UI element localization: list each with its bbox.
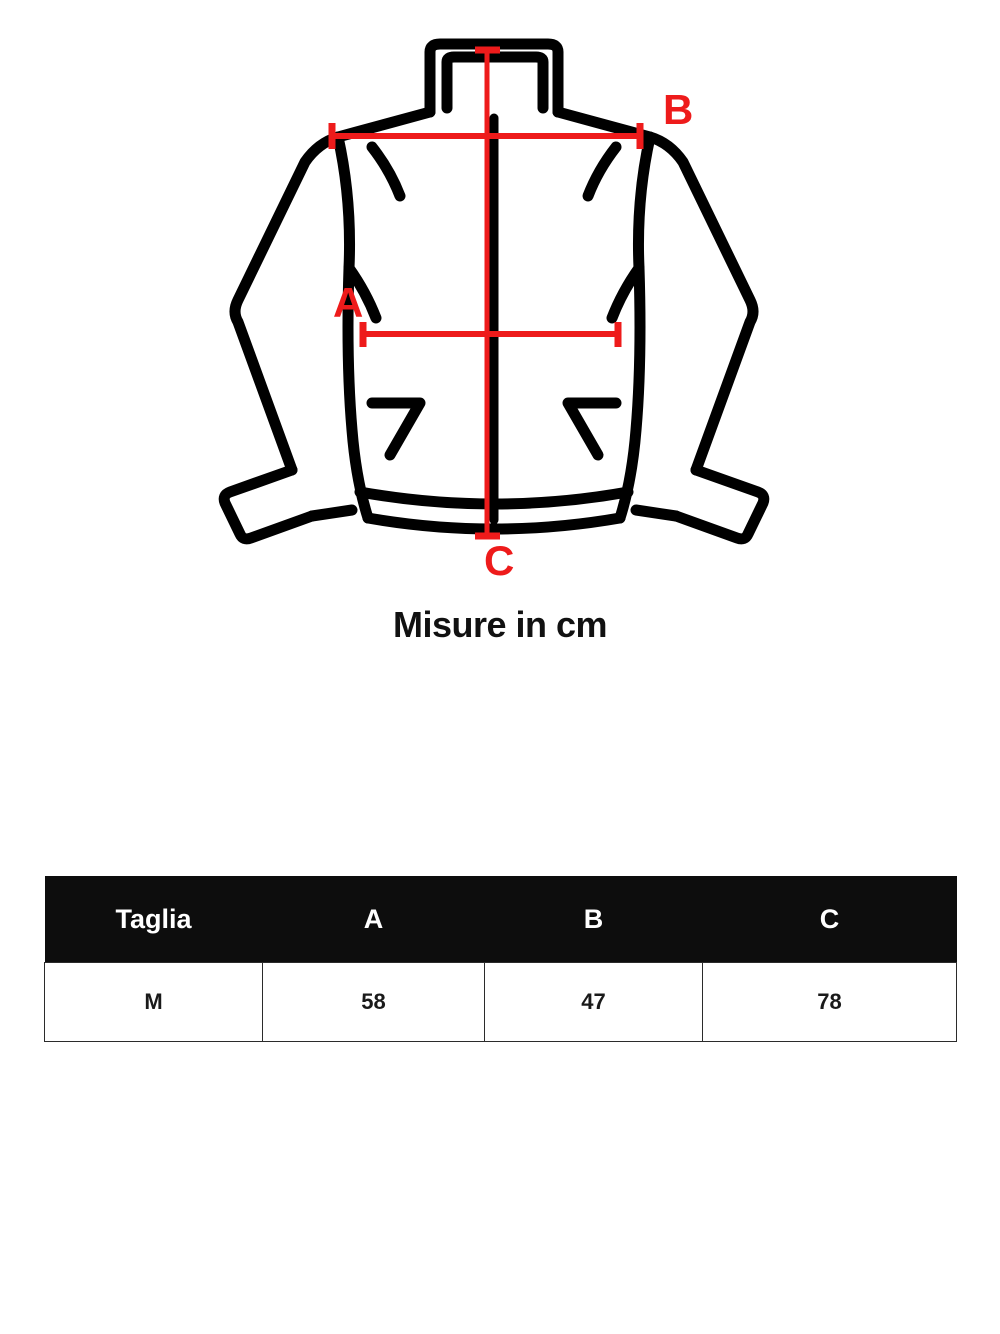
table-header-cell: A <box>263 876 485 963</box>
table-cell-a: 58 <box>263 963 485 1042</box>
measure-label-c: C <box>484 537 515 584</box>
table-header-cell: Taglia <box>45 876 263 963</box>
table-header-cell: B <box>485 876 703 963</box>
measure-label-a: A <box>333 279 364 326</box>
diagram-caption: Misure in cm <box>392 604 608 645</box>
measure-label-b: B <box>663 86 694 133</box>
table-header-cell: C <box>703 876 957 963</box>
table-row <box>45 963 957 1042</box>
size-table-wrapper <box>44 876 956 1042</box>
jacket-illustration <box>0 0 1000 620</box>
table-header-row <box>45 876 957 963</box>
size-table <box>44 876 957 1042</box>
table-cell-c: 78 <box>703 963 957 1042</box>
table-cell-b: 47 <box>485 963 703 1042</box>
table-cell-size: M <box>45 963 263 1042</box>
